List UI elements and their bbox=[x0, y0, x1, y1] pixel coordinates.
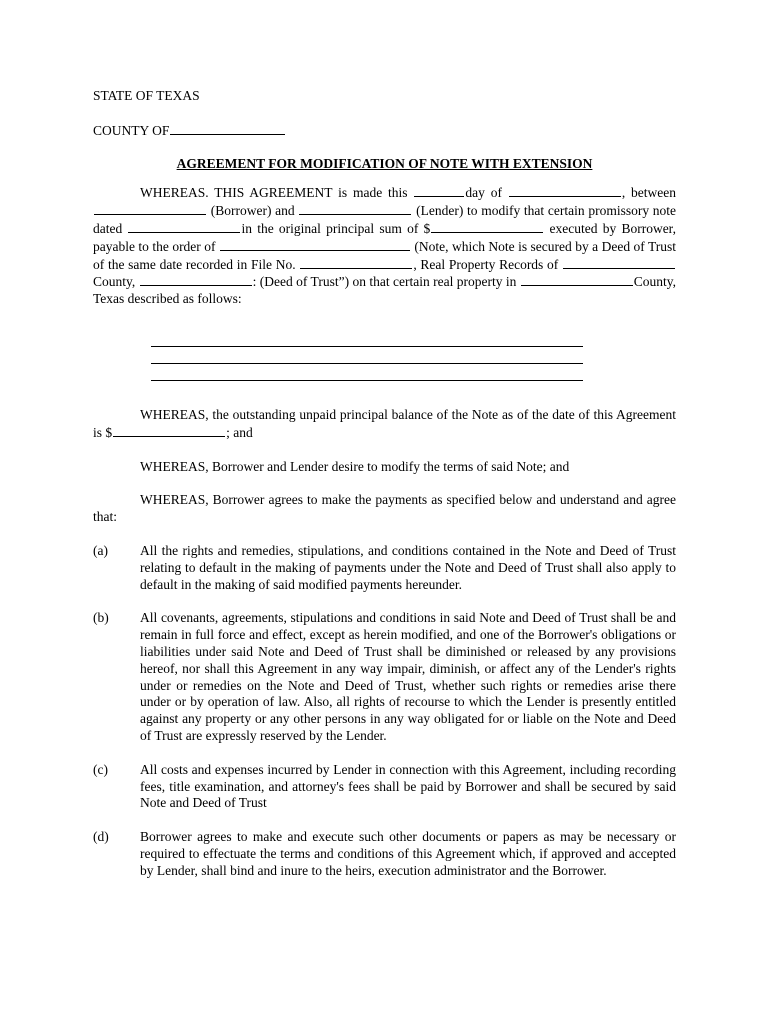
lender-blank bbox=[299, 202, 411, 215]
p1-text-09: , Real Property Records of bbox=[413, 256, 559, 272]
document-body bbox=[93, 88, 676, 880]
property-description-lines bbox=[151, 330, 583, 381]
item-text: All costs and expenses incurred by Lender in connection with this Agreement, including recording fees, title examination, and attorney's fees shall be paid by Borrower and shall be secured by said Note and Deed of Trust bbox=[140, 761, 676, 811]
p2-text-after: ; and bbox=[226, 424, 253, 440]
item-label: (a) bbox=[93, 542, 108, 558]
list-item bbox=[93, 762, 676, 812]
p1-text-03: , between bbox=[621, 185, 677, 201]
p2-text-before: WHEREAS, the outstanding unpaid principal balance of the Note as of the date of this Agreement is $ bbox=[93, 406, 676, 440]
p1-text-10: County, bbox=[93, 274, 136, 290]
list-item bbox=[93, 610, 676, 744]
description-line bbox=[151, 364, 583, 381]
recital-paragraph-3: WHEREAS, Borrower and Lender desire to modify the terms of said Note; and bbox=[140, 458, 570, 474]
item-text: Borrower agrees to make and execute such other documents or papers as may be necessary or required to effectuate the terms and conditions of this Agreement which, if approved and accepted by Lender, shall bind and inure to the heirs, execution administrator and the Borrower. bbox=[140, 829, 676, 878]
p1-text-05: (Lender) to modify that certain promissory note dated bbox=[93, 203, 677, 236]
recital-paragraph-1 bbox=[93, 184, 676, 308]
p1-text-04: (Borrower) and bbox=[210, 203, 295, 219]
recital-paragraph-2 bbox=[93, 407, 676, 442]
p1-text-02: day of bbox=[465, 185, 502, 201]
county-label: COUNTY OF bbox=[93, 122, 170, 138]
p1-text-12: County, Texas described as follows: bbox=[93, 274, 676, 307]
description-line bbox=[151, 347, 583, 364]
property-county-blank bbox=[521, 273, 633, 286]
balance-blank bbox=[113, 424, 225, 437]
borrower-blank bbox=[94, 202, 206, 215]
item-text: All covenants, agreements, stipulations and conditions in said Note and Deed of Trust shall be and remain in full force and effect, except as herein modified, and one of the Borrower's obligations or liabilities under said Note and Deed of Trust shall be diminished or released by any provisions hereof, nor shall this Agreement in any way impair, diminish, or affect any of the Lender's rights under or remedies on the Note and Deed of Trust, whether such rights or remedies arise there under or by operation of law. Also, all rights of recourse to which the Lender is presently entitled against any property or any other persons in any way obligated for or liable on the Note and Deed of Trust are expressly reserved by the Lender. bbox=[140, 610, 676, 743]
day-blank bbox=[414, 184, 464, 197]
list-item bbox=[93, 829, 676, 879]
description-line bbox=[151, 330, 583, 347]
item-label: (b) bbox=[93, 610, 109, 626]
p1-text-08: (Note, which Note is secured by a Deed of Trust of the same date recorded in File No. bbox=[93, 238, 677, 272]
state-line: STATE OF TEXAS bbox=[93, 88, 200, 103]
document-title: AGREEMENT FOR MODIFICATION OF NOTE WITH EXTENSION bbox=[176, 155, 593, 171]
note-date-blank bbox=[128, 220, 240, 233]
payee-blank bbox=[220, 238, 410, 251]
county-line bbox=[93, 122, 676, 140]
p1-text-01: WHEREAS. THIS AGREEMENT is made this bbox=[140, 185, 408, 201]
p1-text-07: executed by Borrower, payable to the order of bbox=[93, 220, 677, 254]
month-year-blank bbox=[509, 184, 621, 197]
records-county-blank bbox=[563, 256, 675, 269]
p1-text-06: in the original principal sum of $ bbox=[241, 220, 431, 236]
file-number-blank bbox=[300, 256, 412, 269]
item-text: All the rights and remedies, stipulations, and conditions contained in the Note and Deed of Trust relating to default in the making of payments under the Note and Deed of Trust shall also apply to default in the making of said modified payments hereunder. bbox=[140, 542, 676, 592]
item-label: (c) bbox=[93, 761, 108, 777]
list-item bbox=[93, 543, 676, 593]
p1-text-11: : (Deed of Trust”) on that certain real property in bbox=[252, 274, 517, 290]
county-blank bbox=[170, 122, 285, 135]
item-label: (d) bbox=[93, 829, 109, 845]
principal-sum-blank bbox=[431, 220, 543, 233]
deed-ref-blank bbox=[140, 273, 252, 286]
recital-paragraph-4: WHEREAS, Borrower agrees to make the payments as specified below and understand and agree that: bbox=[93, 492, 676, 525]
